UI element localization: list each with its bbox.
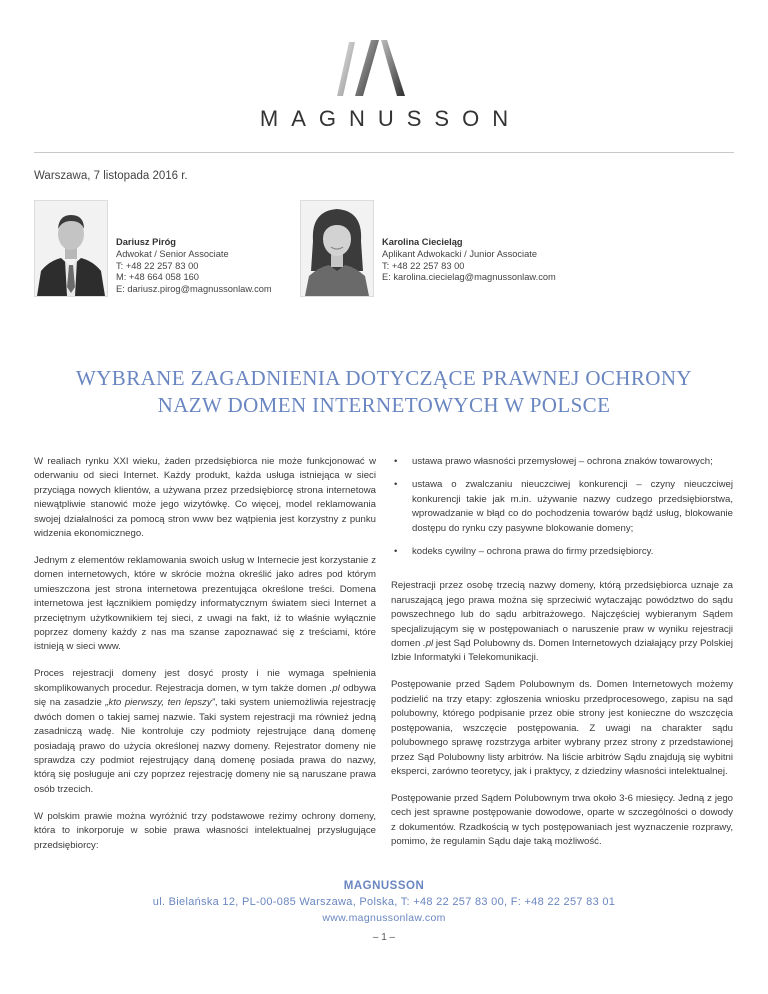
author-name: Dariusz Piróg (116, 237, 176, 247)
footer-address: ul. Bielańska 12, PL-00-085 Warszawa, Polska, T: +48 22 257 83 00, F: +48 22 257 83 01 (152, 896, 616, 908)
list-item (391, 455, 733, 469)
right-column (391, 455, 733, 862)
bullet-icon: • (394, 479, 398, 491)
document-date: Warszawa, 7 listopada 2016 r. (34, 170, 188, 182)
author-card-2 (300, 200, 600, 295)
domain-suffix: .pl (329, 682, 340, 694)
list-item-text: ustawa prawo własności przemysłowej – ochrona znaków towarowych; (412, 456, 713, 467)
author-photo (34, 200, 108, 297)
magnusson-logo-icon (333, 38, 433, 96)
paragraph: Postępowanie przed Sądem Polubownym ds. Domen Internetowych możemy podzielić na trzy etapy: zgłoszenia wniosku przedprocesowego, zapisu na sąd polubowny, którego podpisanie przez obie strony jest konieczne do wszczęcia postępowania, wszczęcie postępowania. Z uwagi na charakter sądu polubownego sprawę rozstrzyga arbiter wybrany przez strony z przedstawionej przez Sąd Polubowny listy arbitrów. Na liście arbitrów Sądu znajdują się wybitni eksperci, zarówno teoretycy, jak i praktycy, z dziedziny własności intelektualnej. (391, 679, 733, 777)
brand-wordmark: MAGNUSSON (259, 106, 522, 131)
author-photo (300, 200, 374, 297)
list-item-text: kodeks cywilny – ochrona prawa do firmy przedsiębiorcy. (412, 546, 654, 558)
paragraph-text: Rejestracji przez osobę trzecią nazwy domeny, którą przedsiębiorca uznaje za naruszającą jego prawa można się sprzeciwić wytaczając powództwo do sądu powszechnego lub do sądu arbitrażowego. Najczęściej wybieranym Sądem specjalizującym się w postępowaniach o naruszenie praw w wyniku rejestracji domen (391, 580, 733, 650)
title-line: NAZW DOMEN INTERNETOWYCH W POLSCE (157, 393, 611, 417)
paragraph: W polskim prawie można wyróżnić trzy podstawowe reżimy ochrony domeny, która to inkorporuje w sobie prawa własności intelektualnej przysługujące przedsiębiorcy: (34, 810, 376, 851)
author-email[interactable]: E: dariusz.pirog@magnussonlaw.com (116, 284, 272, 295)
domain-suffix: .pl (423, 638, 434, 650)
author-role: Adwokat / Senior Associate (116, 248, 229, 259)
bullet-icon: • (394, 546, 398, 558)
letterhead (0, 0, 768, 160)
list-item (391, 545, 733, 559)
page-number: – 1 – (372, 932, 396, 943)
paragraph-text: , taki system uniemożliwia rejestrację dwóch domen o takiej samej nazwie. Taki system rejestracji ma również jedną zasadniczą wadę. Nie kontroluje czy podmioty rejestrujące daną domenę posiadają prawo do użycia określonej nazwy domeny. Rejestrator domeny nie sprawdza czy podmiot rejestrujący daną domenę posiada prawa do nazwy, którą się posługuje ani czy poprzez rejestrację domeny nie są naruszane prawa osób trzecich. (34, 697, 377, 795)
paragraph: Jednym z elementów reklamowania swoich usług w Internecie jest korzystanie z domen internetowych, które w skrócie można określić jako adres pod którym umieszczona jest strona internetowa prezentująca określone treści. Domena internetowa jest łącznikiem pomiędzy informatycznym światem sieci Internet a przeciętnym użytkownikiem tej sieci, z uwagi na fakt, iż to właśnie wyłącznie poprzez domeny każdy z nas ma szanse zapoznawać się z treściami, które istnieją w sieci www. (34, 555, 376, 653)
header-divider (34, 152, 734, 153)
author-phone: T: +48 22 257 83 00 (382, 260, 465, 271)
list-item-text: ustawa o zwalczaniu nieuczciwej konkurencji – czyny nieuczciwej konkurencji takie jak m.in. używanie nazwy cudzego przedsiębiorstwa, wprowadzanie w błąd co do pochodzenia towarów bądź usług, blokowanie dostępu do rynku czy pasywne blokowanie domeny; (412, 479, 733, 534)
author-email[interactable]: E: karolina.ciecielag@magnussonlaw.com (382, 272, 556, 283)
bullet-icon: • (394, 456, 398, 467)
footer-website-link[interactable]: www.magnussonlaw.com (322, 912, 446, 924)
author-contact (116, 237, 272, 296)
author-contact (382, 237, 556, 284)
quoted-phrase: „kto pierwszy, ten lepszy” (105, 697, 215, 709)
list-item (391, 478, 733, 536)
page-footer (0, 880, 768, 943)
footer-brand: MAGNUSSON (343, 880, 425, 892)
author-card-1 (34, 200, 334, 295)
author-phone: T: +48 22 257 83 00 (116, 260, 199, 271)
author-name: Karolina Ciecieląg (382, 237, 463, 247)
paragraph (391, 579, 733, 665)
paragraph-text: Proces rejestracji domeny jest dosyć prosty i nie wymaga spełnienia skomplikowanych procedur. Rejestracja domen, w tym także domen (34, 668, 376, 694)
author-mobile: M: +48 664 058 160 (116, 272, 199, 283)
paragraph (34, 667, 376, 797)
article-title (34, 365, 734, 419)
paragraph: Postępowanie przed Sądem Polubownym trwa około 3-6 miesięcy. Jedną z jego cech jest sprawne postępowanie dowodowe, oparte w szczególności o dowody z dokumentów. Rzadkością w tych postępowaniach jest wyznaczenie rozprawy, pomimo, że regulamin Sądu daje taką możliwość. (391, 792, 733, 848)
paragraph-text: jest Sąd Polubowny ds. Domen Internetowych działający przy Polskiej Izbie Informatyki i Telekomunikacji. (391, 638, 734, 664)
title-line: WYBRANE ZAGADNIENIA DOTYCZĄCE PRAWNEJ OCHRONY (76, 366, 692, 390)
paragraph: W realiach rynku XXI wieku, żaden przedsiębiorca nie może funkcjonować w oderwaniu od sieci Internet. Każdy produkt, każda usługa istniejąca w sieci przyciąga nowych klientów, a używana przez przedsiębiorcę strona internetowa niewątpliwie stanowić może jego wizytówkę. Co więcej, model reklamowania swojej działalności za pomocą stron www bez wątpienia jest korzystny z punku widzenia ekonomicznego. (34, 456, 376, 540)
left-column (34, 455, 376, 866)
paragraph-text: odbywa się na zasadzie (34, 682, 377, 709)
author-role: Aplikant Adwokacki / Junior Associate (382, 248, 538, 259)
